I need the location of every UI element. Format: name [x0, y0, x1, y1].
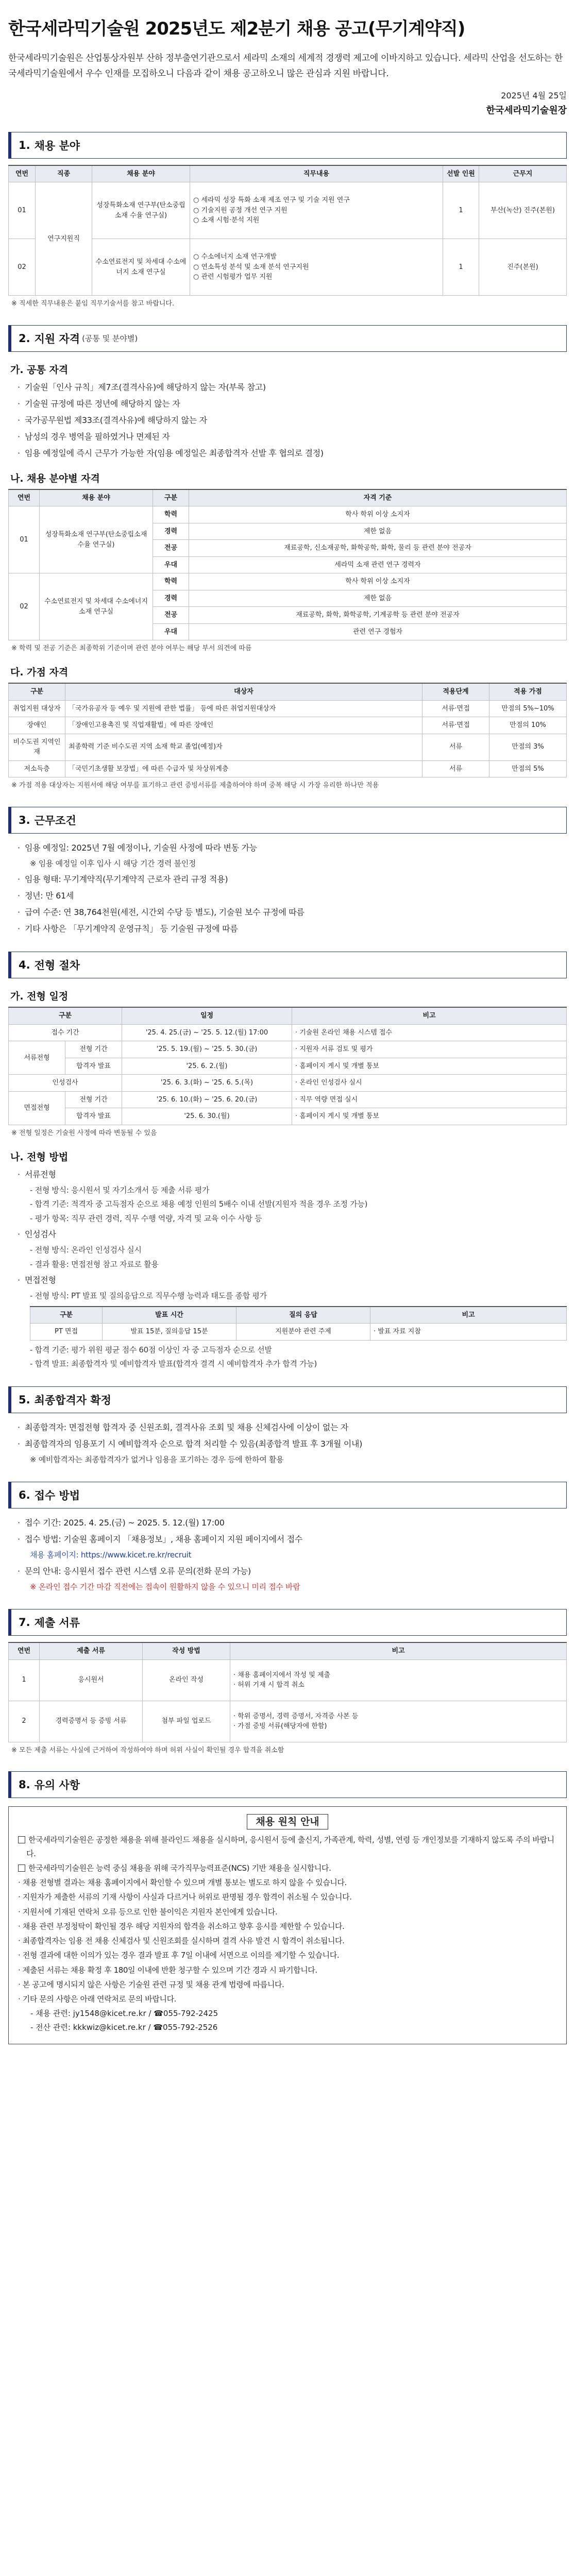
list-item: · 국가공무원법 제33조(결격사유)에 해당하지 않는 자: [18, 415, 207, 425]
table-row: 비수도권 지역인재 최종학력 기준 비수도권 지역 소재 학교 졸업(예정)자 서류 만점의 3%: [9, 734, 567, 760]
table-row: 서류전형 전형 기간 '25. 5. 19.(월) ~ '25. 5. 30.(금) · 지원자 서류 검토 및 평가: [9, 1041, 567, 1058]
list-item: · 기타 사항은 「무기계약직 운영규칙」 등 기술원 규정에 따름: [18, 924, 238, 934]
list-item: · 접수 방법: 기술원 홈페이지 「채용정보」, 채용 홈페이지 지원 페이지에서 접수: [18, 1534, 303, 1545]
list-item: · 남성의 경우 병역을 필하였거나 면제된 자: [18, 431, 170, 442]
list-subitem: - 합격 기준: 평가 위원 평균 점수 60점 이상인 자 중 고득점자 순으로 선발: [30, 1345, 272, 1354]
list-item: · 면접전형: [18, 1275, 56, 1285]
section-title: 접수 방법: [34, 1489, 80, 1502]
notice-item: · 기타 문의 사항은 아래 연락처로 문의 바랍니다.: [18, 1994, 177, 2004]
cell-value: 제한 없음: [189, 523, 567, 540]
list-subitem: - 합격 기준: 적격자 중 고득점자 순으로 채용 예정 인원의 5배수 이내 선발(지원자 적을 경우 조정 가능): [30, 1199, 368, 1209]
notice-item: · 본 공고에 명시되지 않은 사항은 기술원 관련 규정 및 채용 관계 법령에 따릅니다.: [18, 1979, 284, 1989]
table-note: ※ 가점 적용 대상자는 지원서에 해당 여부를 표기하고 관련 증빙서류를 제출하여야 하며 중복 해당 시 가장 유리한 하나만 적용: [11, 782, 379, 790]
col-header: 구분: [153, 489, 189, 506]
cell-value: 재료공학, 화학, 화학공학, 기계공학 등 관련 분야 전공자: [189, 607, 567, 624]
contact-recruit[interactable]: - 채용 관련: jy1548@kicet.re.kr / ☎055-792-2425: [30, 2009, 218, 2019]
notice-item: · 최종합격자는 임용 전 채용 신체검사 및 신원조회를 실시하며 결격 사유 발견 시 합격이 취소됩니다.: [18, 1936, 345, 1946]
list-item: · 임용 예정일: 2025년 7월 예정이나, 기술원 사정에 따라 변동 가능: [18, 842, 257, 853]
table-row: [9, 573, 567, 590]
cell-value: 제한 없음: [189, 590, 567, 607]
recruit-url-link[interactable]: 채용 홈페이지: https://www.kicet.re.kr/recruit: [30, 1550, 192, 1560]
list-subitem: - 평가 항목: 직무 관련 경력, 직무 수행 역량, 자격 및 교육 이수 사항 등: [30, 1213, 262, 1223]
col-header: 발표 시간: [103, 1307, 236, 1324]
notice-item: · 지원서에 기재된 연락처 오류 등으로 인한 불이익은 지원자 본인에게 있습니다.: [18, 1907, 278, 1917]
col-header: 구분: [30, 1307, 103, 1324]
section-title: 최종합격자 확정: [34, 1394, 111, 1406]
section-2-header: [8, 325, 567, 352]
table-row: [9, 182, 567, 239]
interview-table: [30, 1306, 567, 1341]
section-6-header: [8, 1482, 567, 1509]
section-title: 지원 자격: [34, 332, 80, 345]
cell-field: 수소연료전지 및 차세대 수소에너지 소재 연구실: [92, 239, 190, 296]
issuing-organization: 한국세라믹기술원장: [486, 105, 567, 116]
section-3-header: [8, 807, 567, 834]
table-row: PT 면접 발표 15분, 질의응답 15분 지원분야 관련 주제 · 발표 자료 지참: [30, 1324, 567, 1341]
cell-key: 경력: [153, 590, 189, 607]
section-number: 6.: [19, 1489, 30, 1502]
list-item: · 최종합격자의 임용포기 시 예비합격자 순으로 합격 처리할 수 있음(최종합격 발표 후 3개월 이내): [18, 1438, 363, 1449]
table-note: ※ 전형 일정은 기술원 사정에 따라 변동될 수 있음: [11, 1129, 157, 1137]
cell-count: 1: [443, 182, 479, 239]
table-row: 취업지원 대상자 「국가유공자 등 예우 및 지원에 관한 법률」 등에 따른 취업지원대상자 서류·면접 만점의 5%~10%: [9, 700, 567, 717]
section-number: 4.: [19, 959, 30, 972]
col-header: 작성 방법: [143, 1642, 230, 1659]
section-subtitle: (공통 및 분야별): [82, 334, 138, 344]
cell-no: 01: [9, 182, 36, 239]
cell-place: 부산(녹산) 진주(본원): [479, 182, 567, 239]
col-header: 비고: [370, 1307, 567, 1324]
cell-key: 학력: [153, 573, 189, 590]
cell-value: 학사 학위 이상 소지자: [189, 573, 567, 590]
subsection-title: 가. 공통 자격: [10, 364, 69, 376]
table-row: 저소득층 「국민기초생활 보장법」에 따른 수급자 및 차상위계층 서류 만점의 5%: [9, 760, 567, 777]
list-item: · 인성검사: [18, 1229, 56, 1240]
schedule-table: [8, 1007, 567, 1125]
section-4-header: [8, 952, 567, 978]
notice-item: 한국세라믹기술원은 공정한 채용을 위해 블라인드 채용을 실시하며, 응시원서 등에 출신지, 가족관계, 학력, 성별, 연령 등 개인정보를 기재하지 않도록 주의 바랍니다.: [18, 1833, 557, 1860]
cell-key: 경력: [153, 523, 189, 540]
col-header: 구분: [9, 1007, 122, 1024]
col-header: 채용 분야: [92, 165, 190, 182]
table-note: ※ 직세한 직무내용은 붙임 직무기술서를 참고 바랍니다.: [11, 300, 175, 308]
section-7-header: [8, 1609, 567, 1636]
page-title: 한국세라믹기술원 2025년도 제2분기 채용 공고(무기계약직): [8, 19, 465, 39]
list-item: · 기술원 규정에 따른 정년에 해당하지 않는 자: [18, 398, 180, 409]
list-subitem: - 합격 발표: 최종합격자 및 예비합격자 발표(합격자 결격 시 예비합격자 추가 합격 가능): [30, 1359, 317, 1369]
cell-value: 세라믹 소재 관련 연구 경력자: [189, 556, 567, 573]
table-row: 2 경력증명서 등 증빙 서류 첨부 파일 업로드 · 학위 증명서, 경력 증명서, 자격증 사본 등 · 가점 증빙 서류(해당자에 한함): [9, 1701, 567, 1742]
list-subitem: ※ 온라인 접수 기간 마감 직전에는 접속이 원활하지 않을 수 있으니 미리 접수 바람: [30, 1582, 300, 1591]
col-header: 자격 기준: [189, 489, 567, 506]
table-row: [9, 506, 567, 523]
list-item: · 정년: 만 61세: [18, 891, 74, 901]
col-header: 직무내용: [190, 165, 443, 182]
bonus-point-table: [8, 683, 567, 777]
col-header: 일정: [122, 1007, 292, 1024]
intro-paragraph: 한국세라믹기술원은 산업통상자원부 산하 정부출연기관으로서 세라믹 소재의 세계적 경쟁력 제고에 이바지하고 있습니다. 세라믹 산업을 선도하는 한국세라믹기술원에서 우수 인재를 모집하오니 다음과 같이 채용 공고하오니 많은 관심과 지원 바랍니다.: [8, 53, 563, 79]
table-row: 인성검사 '25. 6. 3.(화) ~ '25. 6. 5.(목) · 온라인 인성검사 실시: [9, 1075, 567, 1092]
notice-item: · 지원자가 제출한 서류의 기재 사항이 사실과 다르거나 허위로 판명될 경우 합격이 취소될 수 있습니다.: [18, 1892, 352, 1902]
col-header: 연번: [9, 489, 40, 506]
cell-no: 02: [9, 239, 36, 296]
section-title: 근무조건: [34, 814, 76, 827]
section-number: 2.: [19, 332, 30, 345]
table-row: [9, 239, 567, 296]
col-header: 선발 인원: [443, 165, 479, 182]
section-number: 7.: [19, 1616, 30, 1629]
list-item: · 접수 기간: 2025. 4. 25.(금) ~ 2025. 5. 12.(월) 17:00: [18, 1518, 225, 1528]
subsection-title: 나. 전형 방법: [10, 1151, 69, 1163]
subsection-title: 다. 가점 자격: [10, 667, 69, 679]
notice-item: · 제출된 서류는 채용 확정 후 180일 이내에 반환 청구할 수 있으며 기간 경과 시 파기합니다.: [18, 1965, 317, 1975]
section-5-header: [8, 1386, 567, 1413]
col-header: 대상자: [65, 683, 422, 700]
cell-key: 우대: [153, 556, 189, 573]
notice-box-title: 채용 원칙 안내: [18, 1814, 557, 1828]
notice-item: · 채용 전형별 결과는 채용 홈페이지에서 확인할 수 있으며 개별 통보는 별도로 하지 않을 수 있습니다.: [18, 1878, 347, 1888]
col-header: 구분: [9, 683, 65, 700]
documents-table: [8, 1642, 567, 1742]
col-header: 적용단계: [422, 683, 489, 700]
cell-field: 성장특화소재 연구부(탄소중립소재 수율 연구실): [40, 506, 153, 573]
list-item: · 급여 수준: 연 38,764천원(세전, 시간외 수당 등 별도), 기술원 보수 규정에 따름: [18, 907, 305, 918]
col-header: 근무지: [479, 165, 567, 182]
cell-key: 우대: [153, 623, 189, 640]
col-header: 채용 분야: [40, 489, 153, 506]
list-item: · 최종합격자: 면접전형 합격자 중 신원조회, 결격사유 조회 및 채용 신체검사에 이상이 없는 자: [18, 1422, 349, 1432]
list-item: · 임용 예정일에 즉시 근무가 가능한 자(임용 예정일은 최종합격자 선발 후 협의로 결정): [18, 448, 324, 458]
cell-duties: ○ 세라믹 성장 특화 소재 제조 연구 및 기술 지원 연구 ○ 기술지원 공정 개선 연구 지원 ○ 소재 시험·분석 지원: [190, 182, 443, 239]
cell-type: 연구지원직: [36, 182, 92, 296]
list-item: · 문의 안내: 응시원서 접수 관련 시스템 오류 문의(전화 문의 가능): [18, 1566, 251, 1576]
recruitment-field-table: [8, 165, 567, 296]
cell-field: 수소연료전지 및 차세대 수소에너지 소재 연구실: [40, 573, 153, 640]
cell-place: 진주(본원): [479, 239, 567, 296]
section-1-header: [8, 132, 567, 159]
qualification-table: [8, 489, 567, 641]
section-title: 유의 사항: [34, 1779, 80, 1792]
section-title: 채용 분야: [34, 139, 80, 152]
cell-key: 학력: [153, 506, 189, 523]
table-row: 장애인 「장애인고용촉진 및 직업재활법」에 따른 장애인 서류·면접 만점의 10%: [9, 717, 567, 734]
table-row: 면접전형 전형 기간 '25. 6. 10.(화) ~ '25. 6. 20.(금) · 직무 역량 면접 실시: [9, 1091, 567, 1108]
list-subitem: ※ 임용 예정일 이후 입사 시 해당 기간 경력 불인정: [30, 858, 196, 868]
cell-value: 학사 학위 이상 소지자: [189, 506, 567, 523]
cell-no: 01: [9, 506, 40, 573]
col-header: 적용 가점: [489, 683, 567, 700]
section-number: 8.: [19, 1778, 30, 1791]
cell-no: 02: [9, 573, 40, 640]
col-header: 비고: [292, 1007, 567, 1024]
notice-item: · 전형 결과에 대한 이의가 있는 경우 결과 발표 후 7일 이내에 서면으로 이의를 제기할 수 있습니다.: [18, 1951, 340, 1960]
section-title: 전형 절차: [34, 959, 80, 972]
list-item: · 기술원「인사 규칙」제7조(결격사유)에 해당하지 않는 자(부록 참고): [18, 382, 266, 392]
list-item: · 임용 형태: 무기계약직(무기계약직 근로자 관리 규정 적용): [18, 874, 228, 885]
checkbox-icon: [18, 1865, 25, 1872]
section-number: 5.: [19, 1393, 30, 1406]
section-title: 제출 서류: [34, 1617, 80, 1630]
col-header: 직종: [36, 165, 92, 182]
table-row: 합격자 발표 '25. 6. 2.(월) · 홈페이지 게시 및 개별 통보: [9, 1058, 567, 1075]
contact-it[interactable]: - 전산 관련: kkkwiz@kicet.re.kr / ☎055-792-2526: [30, 2023, 218, 2032]
checkbox-icon: [18, 1836, 25, 1843]
notice-date: 2025년 4월 25일: [501, 90, 567, 100]
table-row: 접수 기간 '25. 4. 25.(금) ~ '25. 5. 12.(월) 17:00 · 기술원 온라인 채용 시스템 접수: [9, 1024, 567, 1041]
col-header: 질의 응답: [236, 1307, 370, 1324]
cell-duties: ○ 수소에너지 소재 연구개발 ○ 연소특성 분석 및 소재 분석 연구지원 ○ 관련 시험평가 업무 지원: [190, 239, 443, 296]
notice-box: [8, 1806, 567, 2044]
col-header: 연번: [9, 1642, 40, 1659]
subsection-title: 가. 전형 일정: [10, 991, 69, 1003]
section-number: 3.: [19, 814, 30, 826]
subsection-title: 나. 채용 분야별 자격: [10, 472, 100, 484]
notice-item: · 채용 관련 부정청탁이 확인될 경우 해당 지원자의 합격을 취소하고 향후 응시를 제한할 수 있습니다.: [18, 1921, 345, 1931]
col-header: 비고: [230, 1642, 567, 1659]
list-subitem: - 결과 활용: 면접전형 참고 자료로 활용: [30, 1259, 159, 1269]
list-subitem: - 전형 방식: 응시원서 및 자기소개서 등 제출 서류 평가: [30, 1185, 210, 1195]
cell-count: 1: [443, 239, 479, 296]
list-subitem: - 전형 방식: 온라인 인성검사 실시: [30, 1245, 142, 1255]
cell-value: 관련 연구 경험자: [189, 623, 567, 640]
table-note: ※ 학력 및 전공 기준은 최종학위 기준이며 관련 분야 여부는 해당 부서 의견에 따름: [11, 645, 252, 653]
cell-key: 전공: [153, 540, 189, 557]
cell-value: 재료공학, 신소재공학, 화학공학, 화학, 물리 등 관련 분야 전공자: [189, 540, 567, 557]
list-subitem: ※ 예비합격자는 최종합격자가 없거나 임용을 포기하는 경우 등에 한하여 활용: [30, 1454, 284, 1464]
notice-item: 한국세라믹기술원은 능력 중심 채용을 위해 국가직무능력표준(NCS) 기반 채용을 실시합니다.: [18, 1861, 557, 1875]
table-row: 합격자 발표 '25. 6. 30.(월) · 홈페이지 게시 및 개별 통보: [9, 1108, 567, 1125]
col-header: 제출 서류: [40, 1642, 143, 1659]
cell-key: 전공: [153, 607, 189, 624]
table-row: 1 응시원서 온라인 작성 · 채용 홈페이지에서 작성 및 제출 · 허위 기재 시 합격 취소: [9, 1659, 567, 1701]
section-number: 1.: [19, 139, 30, 151]
table-note: ※ 모든 제출 서류는 사실에 근거하여 작성하여야 하며 허위 사실이 확인될 경우 합격을 취소함: [11, 1746, 284, 1754]
cell-field: 성장특화소재 연구부(탄소중립소재 수율 연구실): [92, 182, 190, 239]
section-8-header: [8, 1771, 567, 1798]
col-header: 연번: [9, 165, 36, 182]
list-subitem: - 전형 방식: PT 발표 및 질의응답으로 직무수행 능력과 태도를 종합 평가: [30, 1291, 267, 1301]
list-item: · 서류전형: [18, 1169, 56, 1179]
